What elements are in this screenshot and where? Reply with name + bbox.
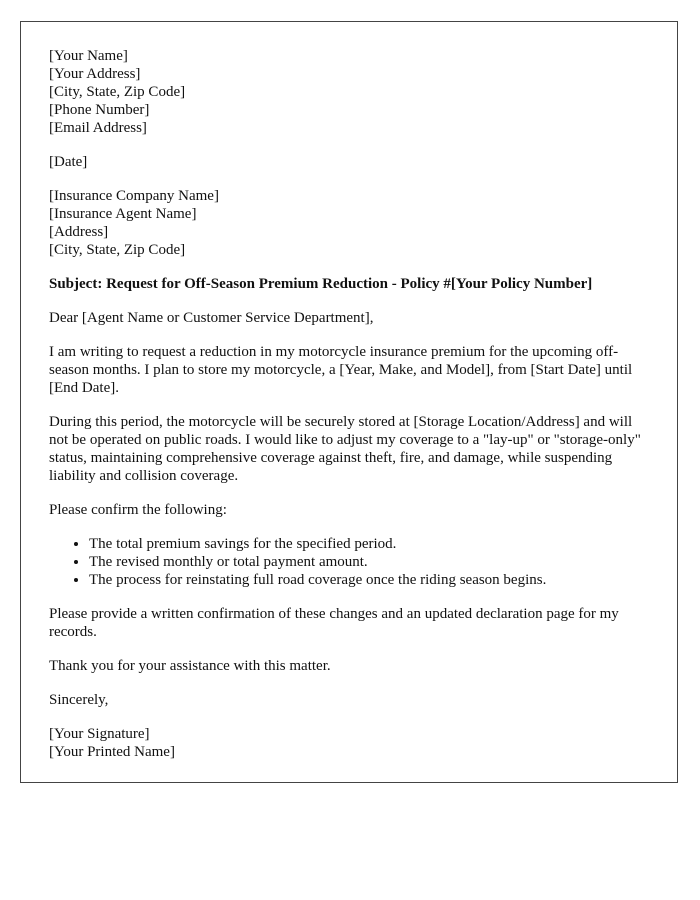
recipient-address: [Address] — [49, 224, 109, 240]
signoff: Sincerely, — [49, 692, 109, 708]
sender-phone: [Phone Number] — [49, 102, 150, 118]
letter-page — [20, 21, 678, 783]
recipient-company: [Insurance Company Name] — [49, 188, 219, 204]
signature-block — [49, 725, 649, 761]
sender-name: [Your Name] — [49, 48, 128, 64]
subject-line: Subject: Request for Off-Season Premium Reduction - Policy #[Your Policy Number] — [49, 276, 593, 292]
recipient-address-block — [49, 187, 649, 259]
salutation: Dear [Agent Name or Customer Service Department], — [49, 310, 374, 326]
list-item: • The total premium savings for the specified period. — [89, 535, 649, 553]
signature-line: [Your Signature] — [49, 726, 150, 742]
body-paragraph-thanks: Thank you for your assistance with this matter. — [49, 658, 331, 674]
recipient-agent: [Insurance Agent Name] — [49, 206, 197, 222]
letter-body — [49, 47, 649, 761]
recipient-city-state-zip: [City, State, Zip Code] — [49, 242, 186, 258]
sender-city-state-zip: [City, State, Zip Code] — [49, 84, 186, 100]
sender-address-block — [49, 47, 649, 137]
list-item: • The process for reinstating full road coverage once the riding season begins. — [89, 571, 649, 589]
letter-date: [Date] — [49, 154, 88, 170]
body-paragraph-request: Please provide a written confirmation of these changes and an updated declaration page for my records. — [49, 606, 619, 640]
list-item: • The revised monthly or total payment amount. — [89, 553, 649, 571]
sender-address: [Your Address] — [49, 66, 141, 82]
confirmation-list — [49, 535, 649, 589]
body-paragraph-confirm: Please confirm the following: — [49, 502, 227, 518]
date-block — [49, 153, 649, 171]
body-paragraph-storage: During this period, the motorcycle will be securely stored at [Storage Location/Address] and will not be operated on public roads. I would like to adjust my coverage to a "lay-up" or "storage-only" status, maintaining comprehensive coverage against theft, fire, and damage, while suspending liability and collision coverage. — [49, 414, 641, 484]
body-paragraph-intro: I am writing to request a reduction in my motorcycle insurance premium for the upcoming off-season months. I plan to store my motorcycle, a [Year, Make, and Model], from [Start Date] until [End Date]. — [49, 344, 633, 396]
sender-email: [Email Address] — [49, 120, 147, 136]
printed-name: [Your Printed Name] — [49, 744, 175, 760]
